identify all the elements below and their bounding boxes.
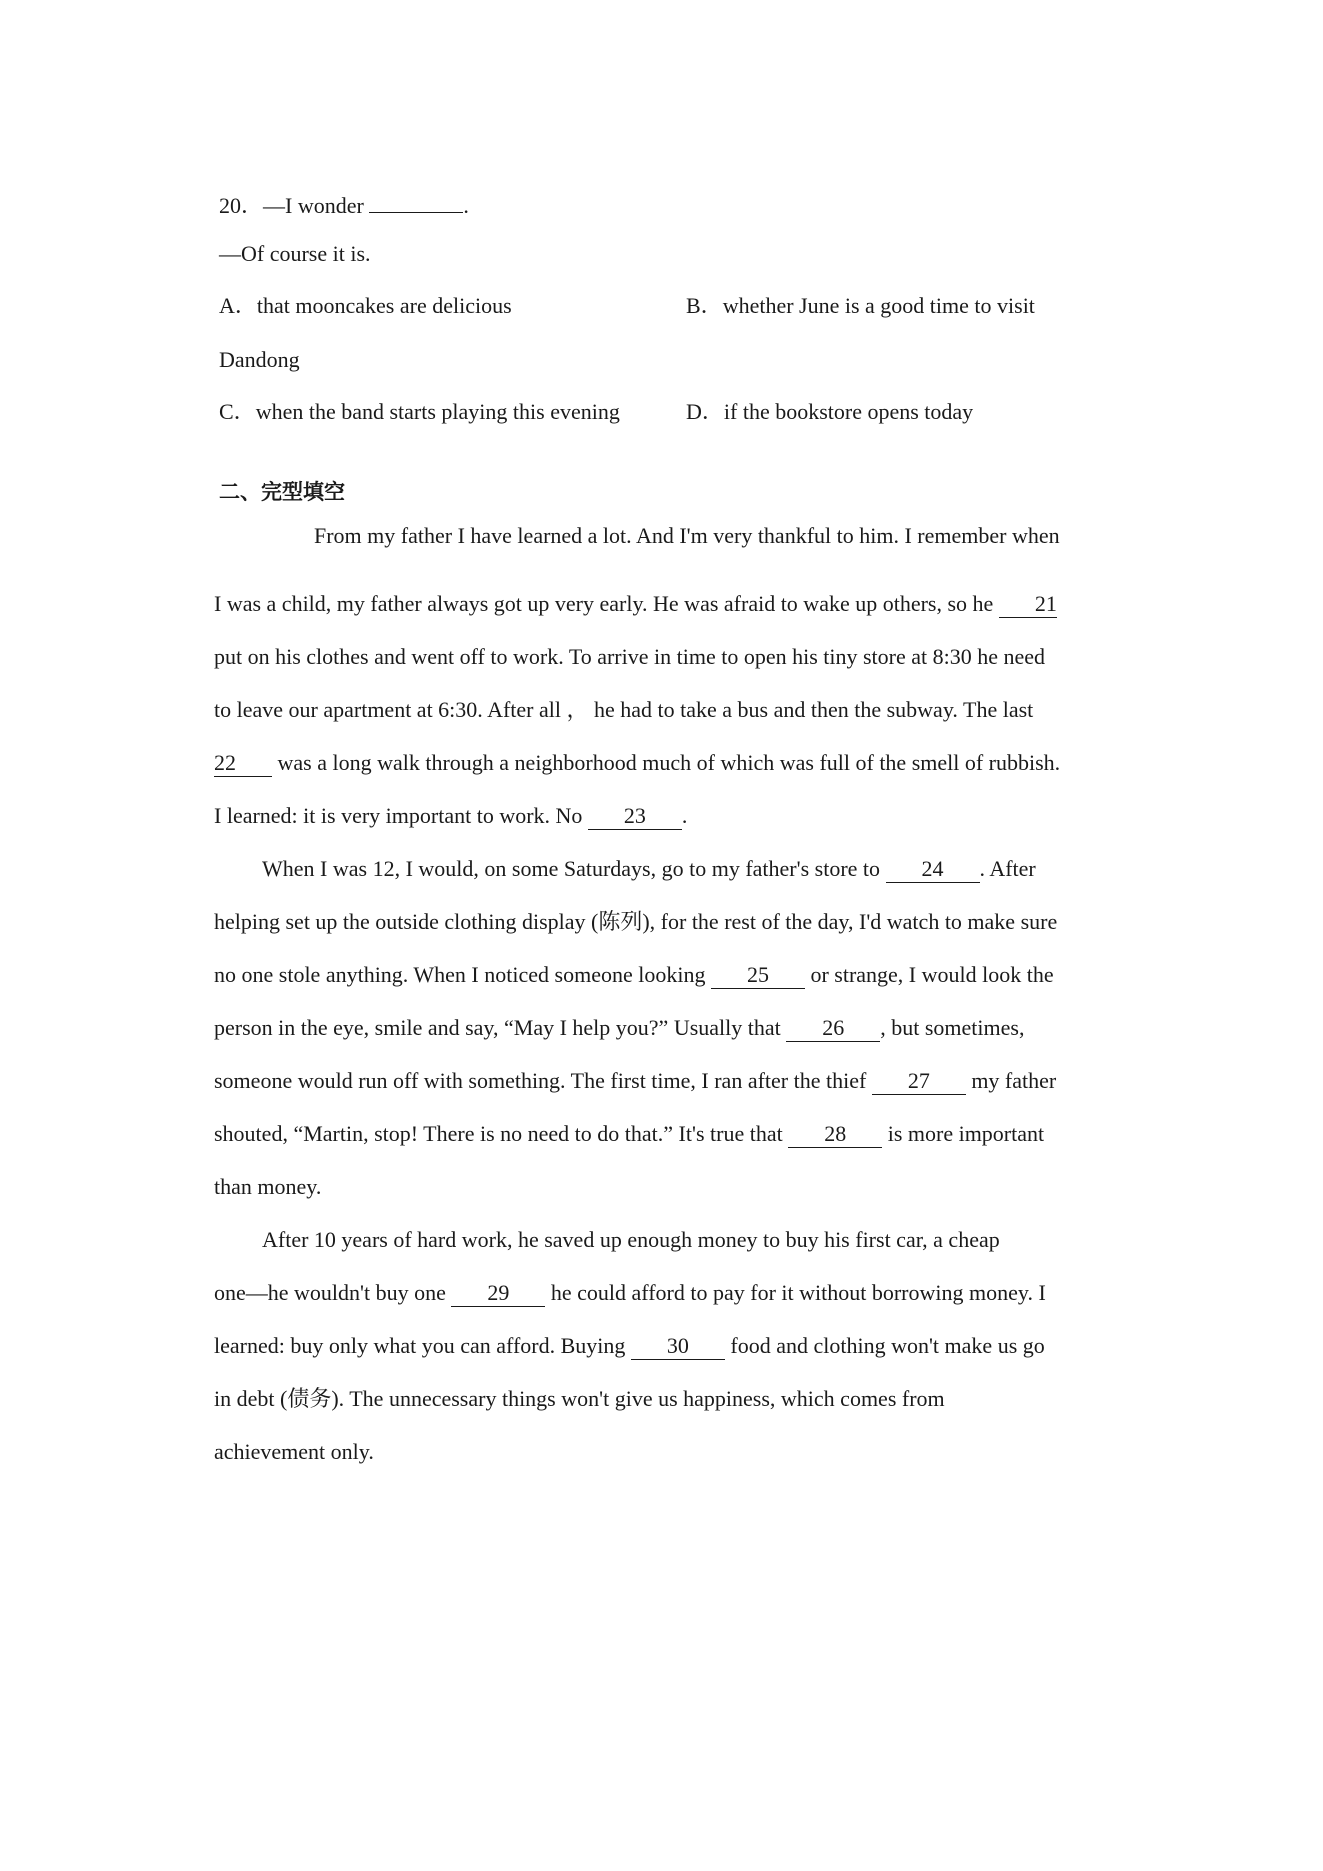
answer-blank[interactable] (369, 188, 463, 213)
option-a[interactable]: A．that mooncakes are delicious (219, 293, 512, 318)
passage-line: achievement only. (214, 1439, 374, 1464)
passage-line: person in the eye, smile and say, “May I help you?” Usually that 26 , but sometimes, (214, 1015, 1025, 1040)
option-c[interactable]: C．when the band starts playing this evening (219, 399, 620, 424)
blank-22[interactable]: 22 (214, 752, 272, 777)
blank-25[interactable]: 25 (711, 964, 805, 989)
passage-line: no one stole anything. When I noticed someone looking 25 or strange, I would look the (214, 962, 1054, 987)
passage-line: learned: buy only what you can afford. Buying 30 food and clothing won't make us go (214, 1333, 1045, 1358)
passage-line: I learned: it is very important to work. No 23 . (214, 803, 688, 828)
passage-line: From my father I have learned a lot. And I'm very thankful to him. I remember when (314, 523, 1060, 548)
blank-29[interactable]: 29 (451, 1282, 545, 1307)
blank-24[interactable]: 24 (886, 858, 980, 883)
passage-line: 22 was a long walk through a neighborhood much of which was full of the smell of rubbish. (214, 750, 1061, 775)
passage-line: I was a child, my father always got up very early. He was afraid to wake up others, so he 21 (214, 591, 1057, 616)
option-d[interactable]: D．if the bookstore opens today (686, 399, 974, 424)
section-heading: 二、完型填空 (219, 480, 345, 504)
passage-line: helping set up the outside clothing display (陈列), for the rest of the day, I'd watch to make sure (214, 909, 1058, 934)
option-b[interactable]: B．whether June is a good time to visit (686, 293, 1035, 318)
passage-line: shouted, “Martin, stop! There is no need to do that.” It's true that 28 is more important (214, 1121, 1045, 1146)
blank-23[interactable]: 23 (588, 805, 682, 830)
question-20-reply: —Of course it is. (219, 241, 371, 266)
blank-28[interactable]: 28 (788, 1123, 882, 1148)
blank-26[interactable]: 26 (786, 1017, 880, 1042)
blank-27[interactable]: 27 (872, 1070, 966, 1095)
passage-line: to leave our apartment at 6:30. After all ， he had to take a bus and then the subway. The last (214, 697, 1034, 722)
passage-line: someone would run off with something. The first time, I ran after the thief 27 my father (214, 1068, 1057, 1093)
option-b-continued: Dandong (219, 347, 300, 372)
blank-30[interactable]: 30 (631, 1335, 725, 1360)
question-20-stem: 20．—I wonder . (219, 188, 469, 220)
passage-line: than money. (214, 1174, 322, 1199)
passage-line: When I was 12, I would, on some Saturdays, go to my father's store to 24 . After (262, 856, 1036, 881)
passage-line: put on his clothes and went off to work. To arrive in time to open his tiny store at 8:30 he need (214, 644, 1046, 669)
blank-21[interactable]: 21 (999, 593, 1057, 618)
passage-line: in debt (债务). The unnecessary things won't give us happiness, which comes from (214, 1386, 945, 1411)
passage-line: one—he wouldn't buy one 29 he could afford to pay for it without borrowing money. I (214, 1280, 1046, 1305)
passage-line: After 10 years of hard work, he saved up enough money to buy his first car, a cheap (262, 1227, 1000, 1252)
question-number: 20． (219, 193, 264, 218)
